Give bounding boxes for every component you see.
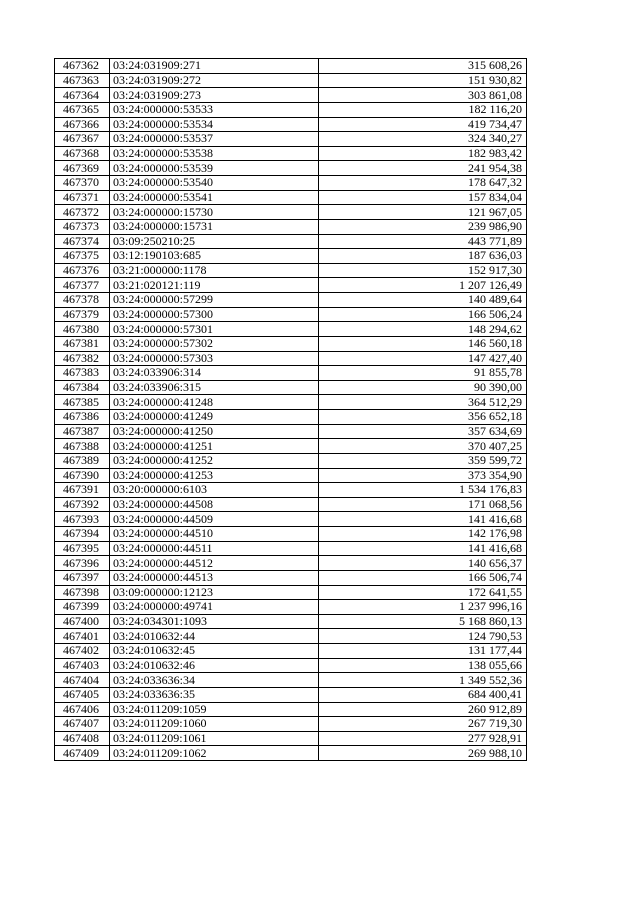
cadastral-value-cell: 178 647,32: [319, 176, 527, 191]
cadastral-number-cell: 03:24:033906:314: [110, 366, 319, 381]
table-row: [55, 190, 527, 205]
table-row: [55, 161, 527, 176]
table-row: [55, 410, 527, 425]
row-number-cell: 467384: [55, 380, 110, 395]
table-row: [55, 746, 527, 761]
row-number-cell: 467388: [55, 439, 110, 454]
table-row: [55, 132, 527, 147]
cadastral-number-cell: 03:24:031909:272: [110, 73, 319, 88]
cadastral-value-cell: 148 294,62: [319, 322, 527, 337]
row-number-cell: 467367: [55, 132, 110, 147]
row-number-cell: 467397: [55, 570, 110, 585]
cadastral-value-cell: 357 634,69: [319, 424, 527, 439]
cadastral-number-cell: 03:09:000000:12123: [110, 585, 319, 600]
row-number-cell: 467377: [55, 278, 110, 293]
cadastral-value-cell: 239 986,90: [319, 219, 527, 234]
table-row: [55, 527, 527, 542]
cadastral-number-cell: 03:24:011209:1060: [110, 717, 319, 732]
cadastral-number-cell: 03:24:000000:41252: [110, 453, 319, 468]
cadastral-number-cell: 03:20:000000:6103: [110, 483, 319, 498]
table-row: [55, 395, 527, 410]
cadastral-number-cell: 03:09:250210:25: [110, 234, 319, 249]
cadastral-value-cell: 324 340,27: [319, 132, 527, 147]
cadastral-value-cell: 5 168 860,13: [319, 614, 527, 629]
cadastral-value-cell: 140 656,37: [319, 556, 527, 571]
table-row: [55, 351, 527, 366]
table-row: [55, 556, 527, 571]
cadastral-number-cell: 03:24:000000:53534: [110, 117, 319, 132]
cadastral-value-cell: 131 177,44: [319, 644, 527, 659]
row-number-cell: 467383: [55, 366, 110, 381]
cadastral-value-cell: 364 512,29: [319, 395, 527, 410]
row-number-cell: 467404: [55, 673, 110, 688]
table-row: [55, 702, 527, 717]
cadastral-value-cell: 152 917,30: [319, 263, 527, 278]
table-row: [55, 629, 527, 644]
table-row: [55, 717, 527, 732]
cadastral-number-cell: 03:24:000000:57299: [110, 293, 319, 308]
table-row: [55, 219, 527, 234]
cadastral-value-cell: 303 861,08: [319, 88, 527, 103]
cadastral-number-cell: 03:24:000000:41250: [110, 424, 319, 439]
table-row: [55, 614, 527, 629]
row-number-cell: 467366: [55, 117, 110, 132]
row-number-cell: 467393: [55, 512, 110, 527]
cadastral-value-cell: 1 349 552,36: [319, 673, 527, 688]
cadastral-number-cell: 03:24:033906:315: [110, 380, 319, 395]
row-number-cell: 467402: [55, 644, 110, 659]
row-number-cell: 467391: [55, 483, 110, 498]
row-number-cell: 467379: [55, 307, 110, 322]
cadastral-value-cell: 269 988,10: [319, 746, 527, 761]
cadastral-number-cell: 03:24:033636:35: [110, 687, 319, 702]
row-number-cell: 467392: [55, 497, 110, 512]
cadastral-value-table: [54, 58, 527, 761]
cadastral-number-cell: 03:24:000000:44513: [110, 570, 319, 585]
cadastral-value-cell: 138 055,66: [319, 658, 527, 673]
row-number-cell: 467406: [55, 702, 110, 717]
cadastral-number-cell: 03:24:010632:44: [110, 629, 319, 644]
table-row: [55, 453, 527, 468]
row-number-cell: 467400: [55, 614, 110, 629]
cadastral-value-cell: 141 416,68: [319, 541, 527, 556]
cadastral-number-cell: 03:24:000000:44508: [110, 497, 319, 512]
cadastral-value-cell: 141 416,68: [319, 512, 527, 527]
table-row: [55, 278, 527, 293]
cadastral-value-cell: 140 489,64: [319, 293, 527, 308]
cadastral-number-cell: 03:24:000000:15731: [110, 219, 319, 234]
cadastral-number-cell: 03:24:000000:53541: [110, 190, 319, 205]
cadastral-value-cell: 91 855,78: [319, 366, 527, 381]
table-row: [55, 644, 527, 659]
cadastral-number-cell: 03:24:000000:44512: [110, 556, 319, 571]
cadastral-number-cell: 03:24:000000:44510: [110, 527, 319, 542]
table-row: [55, 307, 527, 322]
table-row: [55, 468, 527, 483]
table-row: [55, 205, 527, 220]
cadastral-number-cell: 03:24:000000:57301: [110, 322, 319, 337]
cadastral-number-cell: 03:21:020121:119: [110, 278, 319, 293]
cadastral-number-cell: 03:24:000000:15730: [110, 205, 319, 220]
table-row: [55, 497, 527, 512]
cadastral-value-cell: 1 207 126,49: [319, 278, 527, 293]
cadastral-number-cell: 03:24:010632:45: [110, 644, 319, 659]
row-number-cell: 467394: [55, 527, 110, 542]
row-number-cell: 467398: [55, 585, 110, 600]
cadastral-number-cell: 03:21:000000:1178: [110, 263, 319, 278]
row-number-cell: 467408: [55, 731, 110, 746]
row-number-cell: 467372: [55, 205, 110, 220]
row-number-cell: 467376: [55, 263, 110, 278]
table-row: [55, 73, 527, 88]
cadastral-value-cell: 443 771,89: [319, 234, 527, 249]
cadastral-number-cell: 03:24:000000:44509: [110, 512, 319, 527]
row-number-cell: 467362: [55, 59, 110, 74]
table-row: [55, 658, 527, 673]
table-row: [55, 483, 527, 498]
cadastral-value-cell: 277 928,91: [319, 731, 527, 746]
cadastral-number-cell: 03:24:000000:57303: [110, 351, 319, 366]
cadastral-value-cell: 241 954,38: [319, 161, 527, 176]
table-row: [55, 541, 527, 556]
row-number-cell: 467368: [55, 146, 110, 161]
cadastral-number-cell: 03:24:000000:57300: [110, 307, 319, 322]
cadastral-number-cell: 03:24:000000:53540: [110, 176, 319, 191]
cadastral-number-cell: 03:24:000000:44511: [110, 541, 319, 556]
cadastral-number-cell: 03:24:011209:1061: [110, 731, 319, 746]
cadastral-value-cell: 260 912,89: [319, 702, 527, 717]
cadastral-number-cell: 03:24:000000:57302: [110, 336, 319, 351]
row-number-cell: 467374: [55, 234, 110, 249]
table-row: [55, 59, 527, 74]
cadastral-value-cell: 419 734,47: [319, 117, 527, 132]
cadastral-number-cell: 03:24:011209:1059: [110, 702, 319, 717]
table-row: [55, 102, 527, 117]
row-number-cell: 467386: [55, 410, 110, 425]
table-row: [55, 336, 527, 351]
table-row: [55, 585, 527, 600]
row-number-cell: 467389: [55, 453, 110, 468]
cadastral-value-cell: 166 506,74: [319, 570, 527, 585]
row-number-cell: 467396: [55, 556, 110, 571]
cadastral-number-cell: 03:24:000000:41249: [110, 410, 319, 425]
table-row: [55, 512, 527, 527]
table-row: [55, 600, 527, 615]
cadastral-value-cell: 370 407,25: [319, 439, 527, 454]
row-number-cell: 467373: [55, 219, 110, 234]
row-number-cell: 467375: [55, 249, 110, 264]
cadastral-value-cell: 373 354,90: [319, 468, 527, 483]
table-row: [55, 263, 527, 278]
table-row: [55, 322, 527, 337]
cadastral-value-cell: 171 068,56: [319, 497, 527, 512]
cadastral-number-cell: 03:12:190103:685: [110, 249, 319, 264]
cadastral-number-cell: 03:24:000000:53539: [110, 161, 319, 176]
row-number-cell: 467382: [55, 351, 110, 366]
cadastral-value-cell: 142 176,98: [319, 527, 527, 542]
table-row: [55, 234, 527, 249]
cadastral-value-cell: 359 599,72: [319, 453, 527, 468]
table-row: [55, 570, 527, 585]
cadastral-number-cell: 03:24:000000:41253: [110, 468, 319, 483]
cadastral-number-cell: 03:24:000000:53538: [110, 146, 319, 161]
table-row: [55, 731, 527, 746]
cadastral-value-cell: 147 427,40: [319, 351, 527, 366]
cadastral-number-cell: 03:24:000000:41251: [110, 439, 319, 454]
table-row: [55, 249, 527, 264]
table-row: [55, 146, 527, 161]
row-number-cell: 467399: [55, 600, 110, 615]
row-number-cell: 467365: [55, 102, 110, 117]
table-row: [55, 424, 527, 439]
table-row: [55, 687, 527, 702]
row-number-cell: 467403: [55, 658, 110, 673]
row-number-cell: 467409: [55, 746, 110, 761]
row-number-cell: 467364: [55, 88, 110, 103]
cadastral-number-cell: 03:24:010632:46: [110, 658, 319, 673]
row-number-cell: 467381: [55, 336, 110, 351]
cadastral-value-cell: 166 506,24: [319, 307, 527, 322]
row-number-cell: 467370: [55, 176, 110, 191]
table-row: [55, 88, 527, 103]
cadastral-number-cell: 03:24:000000:41248: [110, 395, 319, 410]
cadastral-number-cell: 03:24:034301:1093: [110, 614, 319, 629]
row-number-cell: 467390: [55, 468, 110, 483]
cadastral-value-cell: 90 390,00: [319, 380, 527, 395]
cadastral-number-cell: 03:24:011209:1062: [110, 746, 319, 761]
row-number-cell: 467407: [55, 717, 110, 732]
row-number-cell: 467405: [55, 687, 110, 702]
row-number-cell: 467369: [55, 161, 110, 176]
cadastral-value-cell: 151 930,82: [319, 73, 527, 88]
cadastral-value-cell: 356 652,18: [319, 410, 527, 425]
row-number-cell: 467371: [55, 190, 110, 205]
table-row: [55, 380, 527, 395]
cadastral-value-cell: 124 790,53: [319, 629, 527, 644]
table-row: [55, 117, 527, 132]
cadastral-number-cell: 03:24:000000:49741: [110, 600, 319, 615]
cadastral-value-cell: 146 560,18: [319, 336, 527, 351]
cadastral-value-cell: 157 834,04: [319, 190, 527, 205]
cadastral-value-cell: 1 237 996,16: [319, 600, 527, 615]
cadastral-value-cell: 187 636,03: [319, 249, 527, 264]
cadastral-value-cell: 1 534 176,83: [319, 483, 527, 498]
cadastral-value-cell: 182 116,20: [319, 102, 527, 117]
row-number-cell: 467387: [55, 424, 110, 439]
cadastral-number-cell: 03:24:031909:273: [110, 88, 319, 103]
cadastral-value-cell: 121 967,05: [319, 205, 527, 220]
table-row: [55, 176, 527, 191]
row-number-cell: 467395: [55, 541, 110, 556]
row-number-cell: 467378: [55, 293, 110, 308]
cadastral-value-cell: 684 400,41: [319, 687, 527, 702]
table-row: [55, 673, 527, 688]
table-body: [55, 59, 527, 761]
row-number-cell: 467363: [55, 73, 110, 88]
cadastral-value-cell: 172 641,55: [319, 585, 527, 600]
cadastral-value-cell: 182 983,42: [319, 146, 527, 161]
table-row: [55, 439, 527, 454]
row-number-cell: 467380: [55, 322, 110, 337]
cadastral-number-cell: 03:24:000000:53533: [110, 102, 319, 117]
cadastral-value-cell: 267 719,30: [319, 717, 527, 732]
cadastral-number-cell: 03:24:031909:271: [110, 59, 319, 74]
row-number-cell: 467385: [55, 395, 110, 410]
table-row: [55, 293, 527, 308]
cadastral-number-cell: 03:24:000000:53537: [110, 132, 319, 147]
cadastral-value-cell: 315 608,26: [319, 59, 527, 74]
table-row: [55, 366, 527, 381]
cadastral-number-cell: 03:24:033636:34: [110, 673, 319, 688]
row-number-cell: 467401: [55, 629, 110, 644]
